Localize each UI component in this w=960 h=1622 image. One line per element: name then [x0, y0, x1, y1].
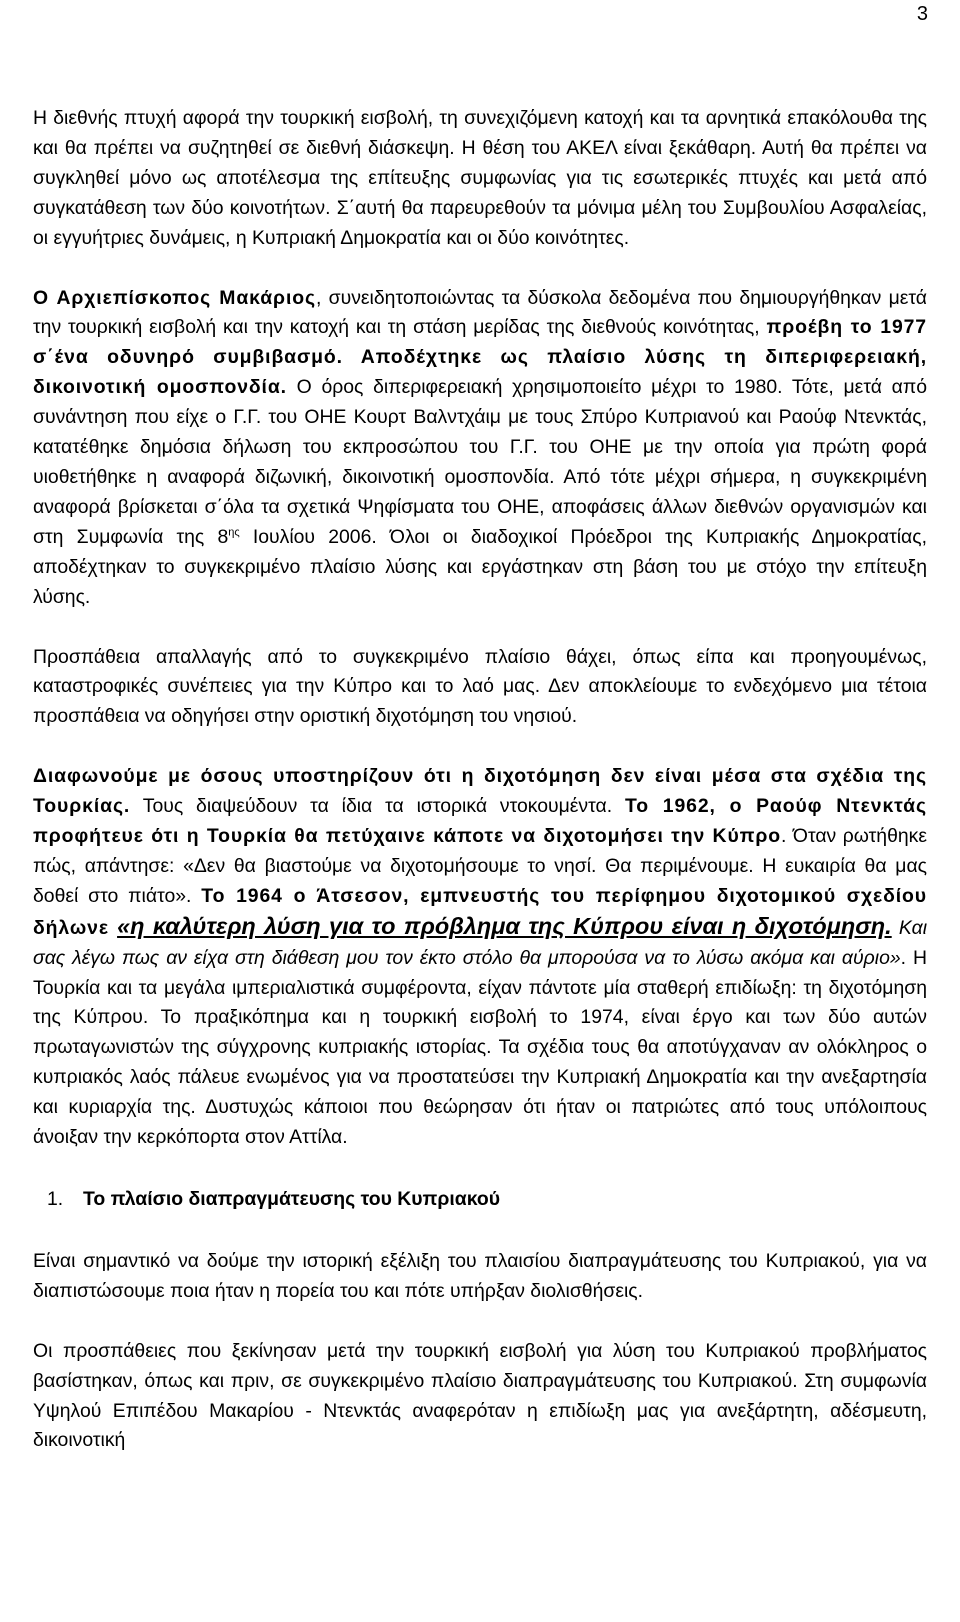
quote-italic: Και σας λέγω πως αν είχα στη διάθεση μου τον έκτο στόλο θα μπορούσα να το λύσω ακόμα και αύριο»: [33, 916, 927, 969]
paragraph-text: Ο όρος διπεριφερειακή χρησιμοποιείτο μέχρι το 1980. Τότε, μετά από συνάντηση που είχε ο Γ.Γ. του ΟΗΕ Κουρτ Βαλντχάιμ με τους Σπύρο Κυπριανού και Ραούφ Ντενκτάς, κατατέθηκε δημόσια δήλωση του εκπροσώπου του Γ.Γ. του ΟΗΕ με την οποία για πρώτη φορά υιοθετήθηκε η αναφορά διζωνική, δικοινοτική ομοσπονδία. Από τότε μέχρι σήμερα, η συγκεκριμένη αναφορά βρίσκεται σ΄όλα τα σχετικά Ψηφίσματα του ΟΗΕ, αποφάσεις άλλων διεθνών οργανισμών και στη Συμφωνία της 8: [33, 376, 927, 548]
paragraph-high-level-agreement: [33, 1337, 927, 1457]
paragraph-framework-risk: [33, 643, 927, 733]
bold-text: Διαφωνούμε με όσους υποστηρίζουν ότι η διχοτόμηση δεν είναι μέσα στα σχέδια της Τουρκίας.: [33, 765, 927, 818]
page-number: 3: [916, 3, 928, 25]
quote-underlined: «η καλύτερη λύση για το πρόβλημα της Κύπρου είναι η διχοτόμηση.: [117, 912, 892, 939]
bold-text: προέβη το 1977 σ΄ένα οδυνηρό συμβιβασμό. Αποδέχτηκε ως πλαίσιο λύσης τη διπεριφερειακή, δικοινοτική ομοσπονδία.: [33, 316, 927, 399]
bold-text: Το 1964 ο Άτσεσον, εμπνευστής του περίφημου διχοτομικού σχεδίου δήλωνε: [33, 884, 927, 939]
section-heading: [33, 1185, 927, 1215]
bold-text: Το 1962, ο Ραούφ Ντενκτάς προφήτευε ότι η Τουρκία θα πετύχαινε κάποτε να διχοτομήσει την Κύπρο: [33, 795, 927, 848]
paragraph-negotiation-history: [33, 1247, 927, 1307]
paragraph-text: Οι προσπάθειες που ξεκίνησαν μετά την τουρκική εισβολή για λύση του Κυπριακού προβλήματος βασίστηκαν, όπως και πριν, σε συγκεκριμένο πλαίσιο διαπραγμάτευσης του Κυπριακού. Στη συμφωνία Υψηλού Επιπέδου Μακαρίου - Ντενκτάς αναφερόταν η επιδίωξη μας για ανεξάρτητη, αδέσμευτη, δικοινοτική: [33, 1339, 927, 1452]
section-title: Το πλαίσιο διαπραγμάτευσης του Κυπριακού: [83, 1188, 500, 1210]
paragraph-text: Τους διαψεύδουν τα ίδια τα ιστορικά ντοκουμέντα.: [130, 795, 625, 818]
paragraph-text: Είναι σημαντικό να δούμε την ιστορική εξέλιξη του πλαισίου διαπραγμάτευσης του Κυπριακού, για να διαπιστώσουμε ποια ήταν η πορεία του και πότε υπήρξαν διολισθήσεις.: [33, 1249, 927, 1302]
paragraph-international-aspect: [33, 104, 927, 254]
document-body: [33, 104, 927, 1456]
paragraph-text: . Όταν ρωτήθηκε πώς, απάντησε: «Δεν θα βιαστούμε να διχοτομήσουμε το νησί. Θα περιμένουμε. Η ευκαιρία θα μας δοθεί στο πιάτο».: [33, 825, 927, 907]
bold-text: Ο Αρχιεπίσκοπος Μακάριος: [33, 286, 316, 309]
paragraph-text: , συνειδητοποιώντας τα δύσκολα δεδομένα που δημιουργήθηκαν μετά την τουρκική εισβολή και την κατοχή και τη στάση μερίδας της διεθνούς κοινότητας,: [33, 286, 927, 339]
paragraph-text: Προσπάθεια απαλλαγής από το συγκεκριμένο πλαίσιο θάχει, όπως είπα και προηγουμένως, καταστροφικές συνέπειες για την Κύπρο και το λαό μας. Δεν αποκλείουμε το ενδεχόμενο μια τέτοια προσπάθεια να οδηγήσει στην οριστική διχοτόμηση του νησιού.: [33, 645, 927, 728]
paragraph-text: . Η Τουρκία και τα μεγάλα ιμπεριαλιστικά συμφέροντα, είχαν πάντοτε μία σταθερή επιδίωξη: τη διχοτόμηση της Κύπρου. Το πραξικόπημα και η τουρκική εισβολή το 1974, είναι έργο και των δύο αυτών πρωταγωνιστών της σύγχρονης κυπριακής ιστορίας. Τα σχέδια τους θα αποτύγχαναν αν ολόκληρος ο κυπριακός λαός πάλευε ενωμένος για να προστατεύσει την Κυπριακή Δημοκρατία και την ανεξαρτησία και κυριαρχία της. Δυστυχώς κάποιοι που θεώρησαν ότι ήταν οι πατριώτες από τους υπόλοιπους άνοιξαν την κερκόπορτα στον Αττίλα.: [33, 946, 927, 1149]
superscript: ης: [228, 526, 240, 539]
section-number: 1.: [47, 1188, 64, 1210]
paragraph-makarios-compromise: [33, 284, 927, 613]
paragraph-text: Η διεθνής πτυχή αφορά την τουρκική εισβολή, τη συνεχιζόμενη κατοχή και τα αρνητικά επακόλουθα της και θα πρέπει να συζητηθεί σε διεθνή διάσκεψη. Η θέση του ΑΚΕΛ είναι ξεκάθαρη. Αυτή θα πρέπει να συγκληθεί μόνο ως αποτέλεσμα της επίτευξης συμφωνίας για τις εσωτερικές πτυχές και μετά από συγκατάθεση των δύο κοινοτήτων. Σ΄αυτή θα παρευρεθούν τα μόνιμα μέλη του Συμβουλίου Ασφαλείας, οι εγγυήτριες δυνάμεις, η Κυπριακή Δημοκρατία και οι δύο κοινότητες.: [33, 107, 927, 249]
paragraph-partition-plans: [33, 762, 927, 1153]
paragraph-text: Ιουλίου 2006. Όλοι οι διαδοχικοί Πρόεδροι της Κυπριακής Δημοκρατίας, αποδέχτηκαν το συγκεκριμένο πλαίσιο λύσης και εργάστηκαν στη βάση του με στόχο την επίτευξη λύσης.: [33, 525, 927, 608]
